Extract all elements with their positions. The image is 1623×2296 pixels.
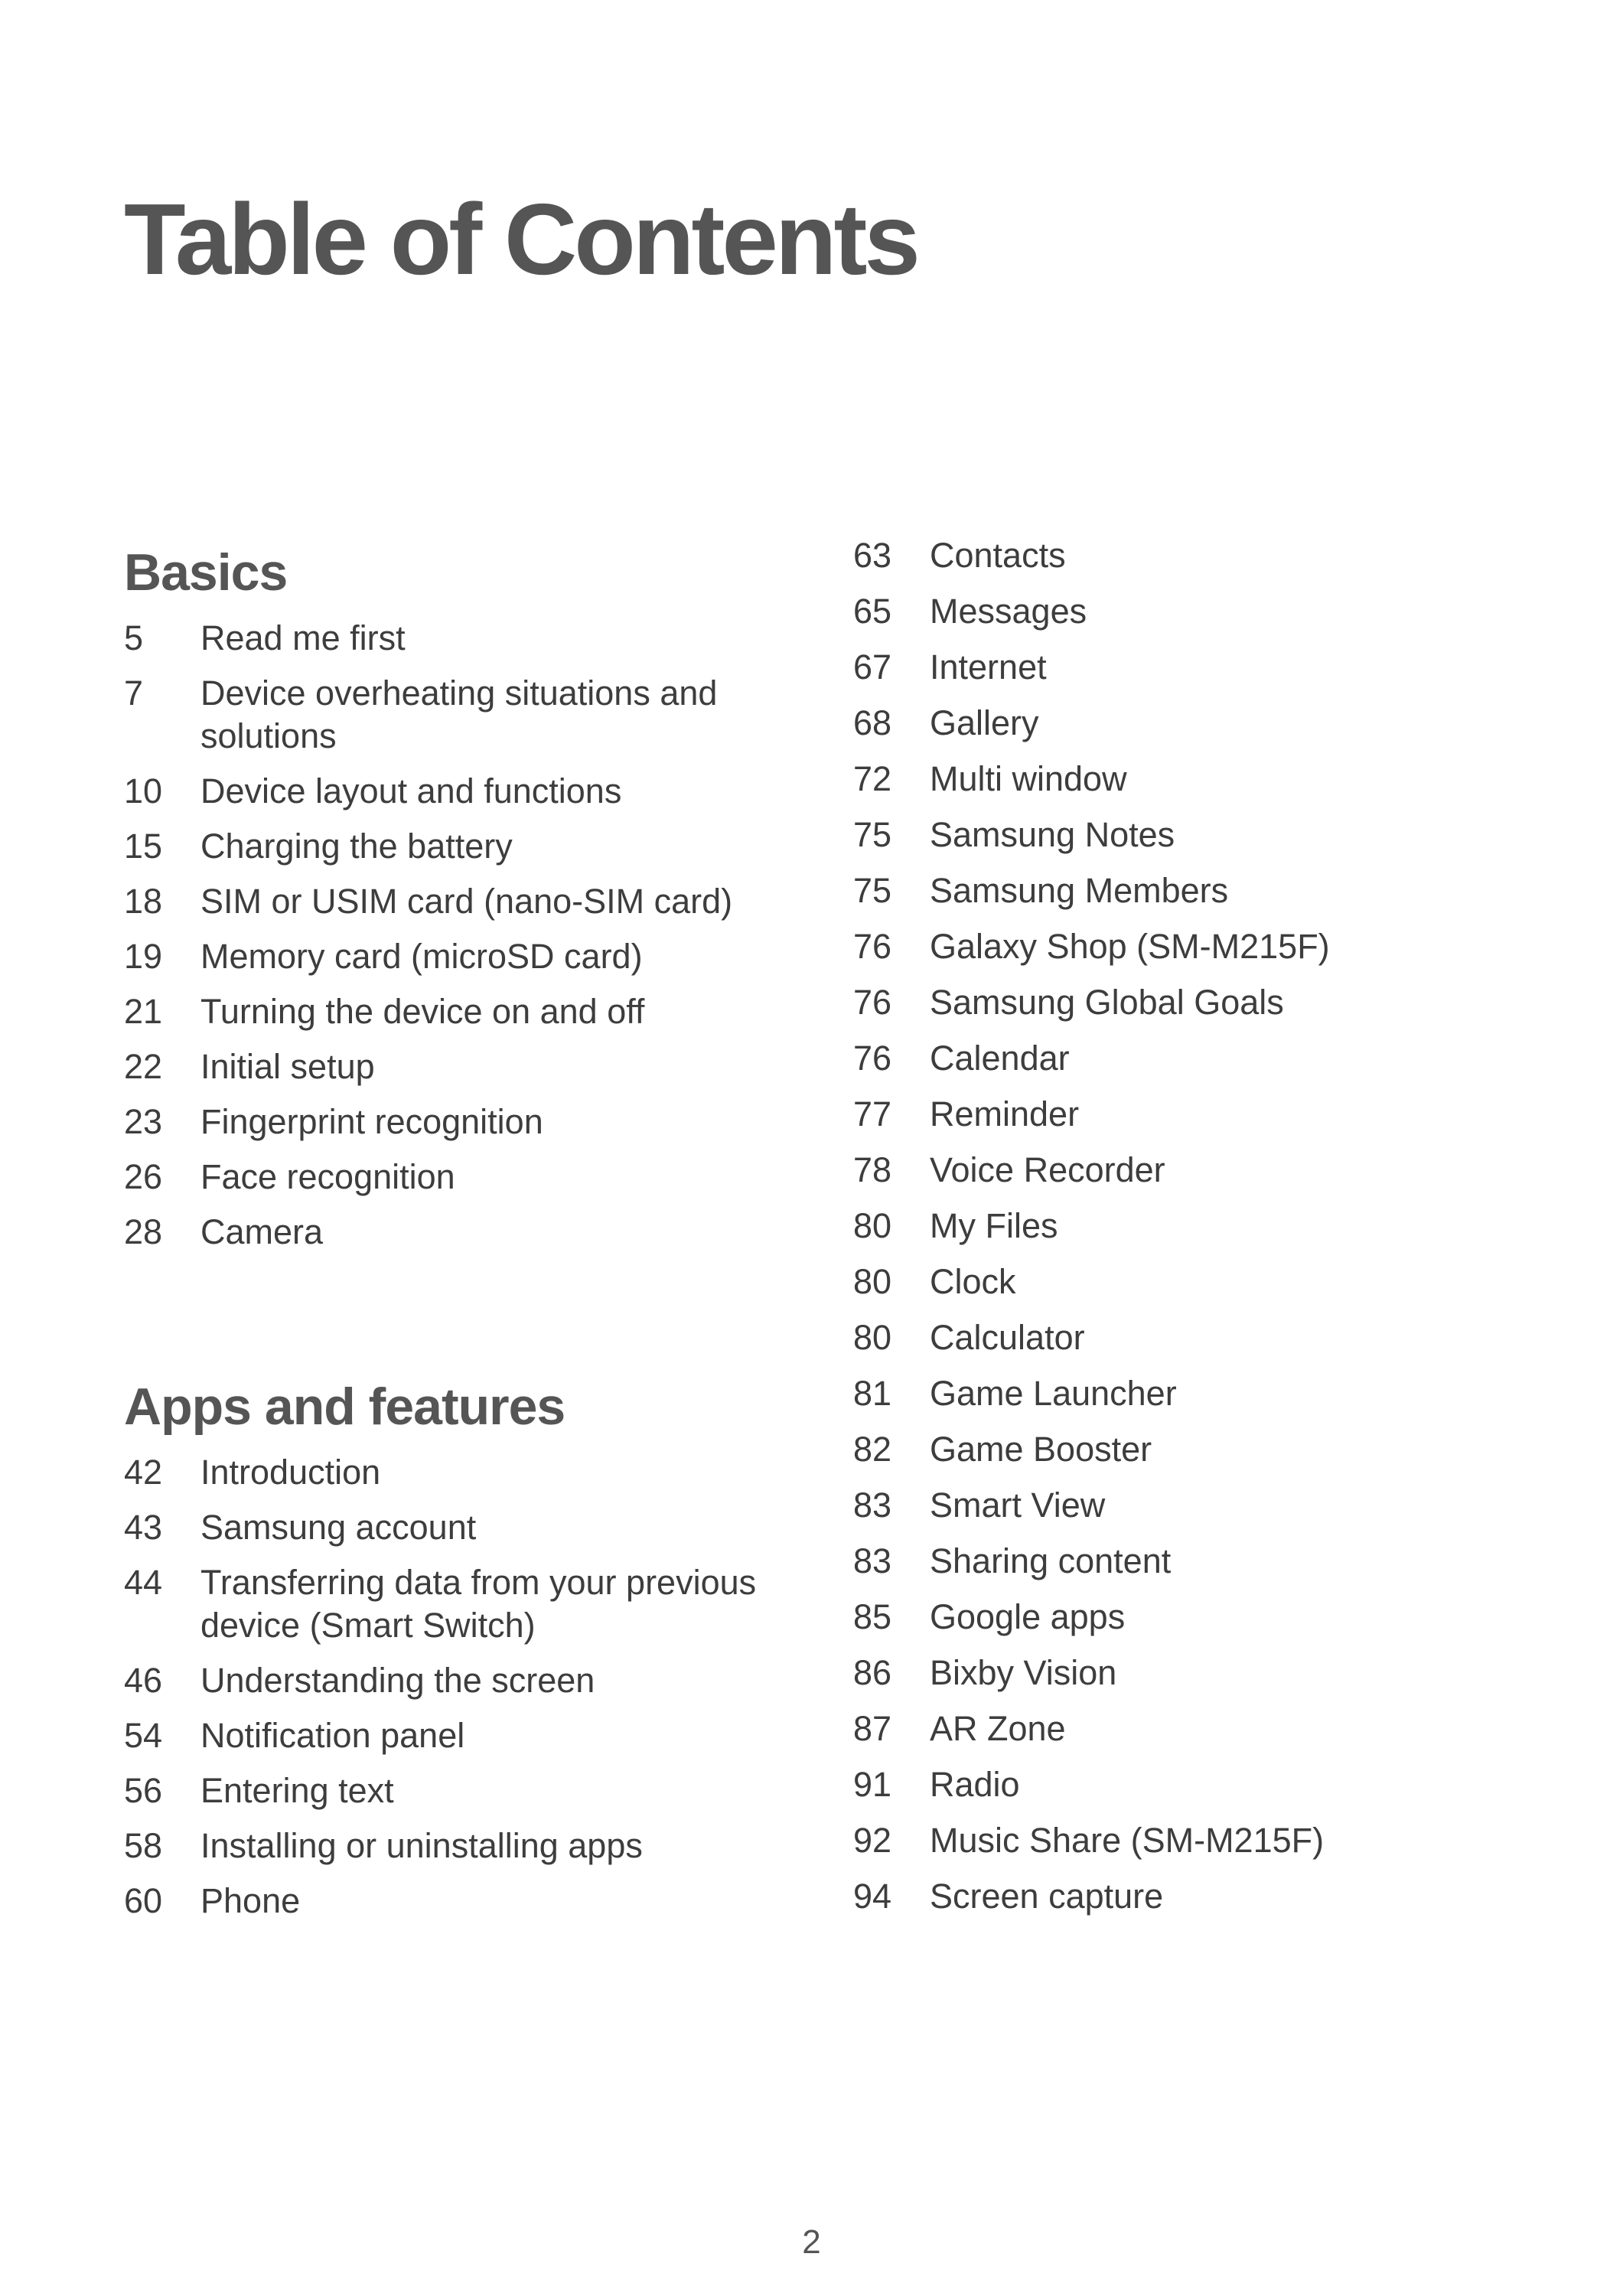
toc-entry-label: Calculator: [930, 1318, 1085, 1357]
toc-entry[interactable]: [853, 590, 1542, 633]
toc-entry[interactable]: [853, 1037, 1542, 1080]
toc-entry-label: Transferring data from your previous device (Smart Switch): [200, 1563, 757, 1645]
toc-entry-page-number: 19: [124, 937, 163, 976]
toc-entry[interactable]: [124, 825, 797, 868]
toc-entry-page-number: 68: [853, 703, 892, 742]
toc-entry-label: Read me first: [200, 618, 406, 657]
toc-entry-label: Internet: [930, 647, 1047, 687]
toc-entry-page-number: 26: [124, 1157, 163, 1196]
toc-entry[interactable]: [853, 1540, 1542, 1583]
toc-entry[interactable]: [853, 1372, 1542, 1415]
toc-entry-label: Music Share (SM-M215F): [930, 1821, 1325, 1860]
toc-entry-page-number: 85: [853, 1597, 892, 1636]
toc-entry-label: Memory card (microSD card): [200, 937, 643, 976]
toc-entry-page-number: 91: [853, 1765, 892, 1804]
toc-entry-label: AR Zone: [930, 1709, 1066, 1748]
toc-entry-page-number: 87: [853, 1709, 892, 1748]
toc-entry[interactable]: [853, 1763, 1542, 1806]
toc-entry-page-number: 28: [124, 1212, 163, 1251]
toc-entry[interactable]: [124, 770, 797, 813]
toc-entry-page-number: 92: [853, 1821, 892, 1860]
toc-entry-label: Gallery: [930, 703, 1039, 742]
toc-entry-page-number: 5: [124, 618, 144, 657]
toc-entry[interactable]: [853, 869, 1542, 912]
toc-entry-page-number: 21: [124, 992, 163, 1031]
toc-entry[interactable]: [853, 1596, 1542, 1639]
toc-entry-label: Samsung Members: [930, 871, 1229, 910]
toc-entry-page-number: 10: [124, 771, 163, 810]
toc-entry-label: Calendar: [930, 1039, 1070, 1078]
toc-entry-page-number: 76: [853, 1039, 892, 1078]
toc-entry-page-number: 83: [853, 1486, 892, 1525]
toc-entry-label: Face recognition: [200, 1157, 455, 1196]
toc-entry[interactable]: [124, 672, 797, 758]
toc-entry-label: Multi window: [930, 759, 1127, 798]
toc-entry-label: Notification panel: [200, 1716, 465, 1755]
toc-entry[interactable]: [124, 1506, 797, 1549]
toc-entry-page-number: 75: [853, 871, 892, 910]
toc-entry[interactable]: [853, 1875, 1542, 1918]
toc-entry-label: Google apps: [930, 1597, 1126, 1636]
toc-entry[interactable]: [124, 617, 797, 660]
toc-entry[interactable]: [853, 702, 1542, 745]
toc-entry-page-number: 86: [853, 1653, 892, 1692]
toc-entry-label: Contacts: [930, 536, 1066, 575]
toc-entry-page-number: 54: [124, 1716, 163, 1755]
toc-entry[interactable]: [853, 1819, 1542, 1862]
section-heading: Apps and features: [124, 1378, 565, 1436]
toc-entry-page-number: 42: [124, 1453, 163, 1492]
toc-entry[interactable]: [124, 935, 797, 978]
toc-entry-label: Phone: [200, 1881, 301, 1920]
toc-entry-label: Charging the battery: [200, 827, 513, 866]
toc-entry[interactable]: [853, 534, 1542, 577]
toc-entry-label: Device overheating situations and solutions: [200, 673, 718, 755]
toc-entry-page-number: 78: [853, 1150, 892, 1189]
toc-entry[interactable]: [853, 925, 1542, 968]
toc-entry-label: My Files: [930, 1206, 1058, 1245]
toc-entry-page-number: 43: [124, 1508, 163, 1547]
toc-entry-label: Camera: [200, 1212, 324, 1251]
toc-entry-list: [124, 617, 797, 1254]
toc-entry-label: Clock: [930, 1262, 1016, 1301]
toc-entry-page-number: 77: [853, 1094, 892, 1133]
toc-entry[interactable]: [853, 981, 1542, 1024]
toc-entry[interactable]: [853, 646, 1542, 689]
toc-entry[interactable]: [853, 1316, 1542, 1359]
toc-entry[interactable]: [853, 1484, 1542, 1527]
toc-entry-label: Installing or uninstalling apps: [200, 1826, 643, 1865]
toc-entry[interactable]: [124, 880, 797, 923]
toc-right-column: [853, 534, 1542, 1931]
toc-entry-list: [124, 1451, 797, 1923]
toc-entry-page-number: 44: [124, 1563, 163, 1602]
toc-entry[interactable]: [853, 1261, 1542, 1303]
toc-entry-label: Entering text: [200, 1771, 394, 1810]
toc-entry-label: Voice Recorder: [930, 1150, 1165, 1189]
toc-entry-label: SIM or USIM card (nano-SIM card): [200, 882, 733, 921]
toc-entry-label: Game Launcher: [930, 1374, 1177, 1413]
toc-entry-page-number: 63: [853, 536, 892, 575]
toc-entry-label: Device layout and functions: [200, 771, 622, 810]
toc-section-apps-and-features: [124, 1370, 797, 1935]
toc-entry[interactable]: [124, 1101, 797, 1143]
toc-section-basics: [124, 536, 797, 1266]
toc-entry-label: Messages: [930, 592, 1087, 631]
toc-entry[interactable]: [853, 1652, 1542, 1694]
toc-entry-page-number: 46: [124, 1661, 163, 1700]
toc-entry-label: Reminder: [930, 1094, 1080, 1133]
toc-entry-page-number: 81: [853, 1374, 892, 1413]
toc-entry[interactable]: [124, 1211, 797, 1254]
toc-entry[interactable]: [124, 1561, 797, 1647]
toc-entry-label: Samsung Global Goals: [930, 983, 1284, 1022]
toc-entry-label: Fingerprint recognition: [200, 1102, 543, 1141]
toc-entry-label: Bixby Vision: [930, 1653, 1117, 1692]
toc-entry-page-number: 80: [853, 1262, 892, 1301]
toc-entry[interactable]: [853, 1205, 1542, 1247]
toc-entry[interactable]: [853, 1093, 1542, 1136]
toc-entry-page-number: 15: [124, 827, 163, 866]
toc-entry[interactable]: [853, 814, 1542, 856]
toc-entry[interactable]: [124, 1825, 797, 1867]
toc-entry[interactable]: [124, 1714, 797, 1757]
toc-entry-label: Samsung Notes: [930, 815, 1175, 854]
page-number: 2: [802, 2223, 821, 2261]
page-title: Table of Contents: [124, 183, 917, 295]
toc-entry-page-number: 76: [853, 927, 892, 966]
toc-entry[interactable]: [124, 990, 797, 1033]
toc-entry-page-number: 80: [853, 1206, 892, 1245]
toc-entry-label: Sharing content: [930, 1541, 1172, 1580]
toc-entry-page-number: 60: [124, 1881, 163, 1920]
toc-entry-page-number: 65: [853, 592, 892, 631]
toc-entry[interactable]: [853, 1428, 1542, 1471]
toc-entry[interactable]: [124, 1880, 797, 1923]
toc-entry[interactable]: [124, 1156, 797, 1199]
toc-entry-page-number: 18: [124, 882, 163, 921]
toc-entry-page-number: 82: [853, 1430, 892, 1469]
toc-entry[interactable]: [853, 1707, 1542, 1750]
toc-entry-label: Initial setup: [200, 1047, 375, 1086]
toc-entry-page-number: 23: [124, 1102, 163, 1141]
toc-entry[interactable]: [124, 1769, 797, 1812]
toc-entry-page-number: 94: [853, 1877, 892, 1916]
toc-entry-page-number: 76: [853, 983, 892, 1022]
toc-entry-page-number: 67: [853, 647, 892, 687]
toc-entry-label: Game Booster: [930, 1430, 1152, 1469]
toc-entry-label: Screen capture: [930, 1877, 1164, 1916]
toc-entry-page-number: 75: [853, 815, 892, 854]
toc-entry[interactable]: [124, 1045, 797, 1088]
toc-entry-page-number: 80: [853, 1318, 892, 1357]
toc-entry[interactable]: [124, 1451, 797, 1494]
toc-entry-label: Turning the device on and off: [200, 992, 645, 1031]
toc-entry[interactable]: [853, 758, 1542, 801]
toc-entry[interactable]: [853, 1149, 1542, 1192]
toc-entry-page-number: 58: [124, 1826, 163, 1865]
toc-entry-page-number: 56: [124, 1771, 163, 1810]
toc-entry-label: Introduction: [200, 1453, 381, 1492]
toc-entry-label: Radio: [930, 1765, 1020, 1804]
toc-entry[interactable]: [124, 1659, 797, 1702]
toc-entry-page-number: 7: [124, 673, 144, 713]
section-heading: Basics: [124, 543, 288, 602]
toc-entry-page-number: 83: [853, 1541, 892, 1580]
toc-entry-label: Galaxy Shop (SM-M215F): [930, 927, 1330, 966]
toc-entry-label: Understanding the screen: [200, 1661, 595, 1700]
toc-entry-page-number: 72: [853, 759, 892, 798]
toc-entry-label: Samsung account: [200, 1508, 477, 1547]
toc-entry-page-number: 22: [124, 1047, 163, 1086]
toc-entry-list: [853, 534, 1542, 1918]
toc-entry-label: Smart View: [930, 1486, 1106, 1525]
